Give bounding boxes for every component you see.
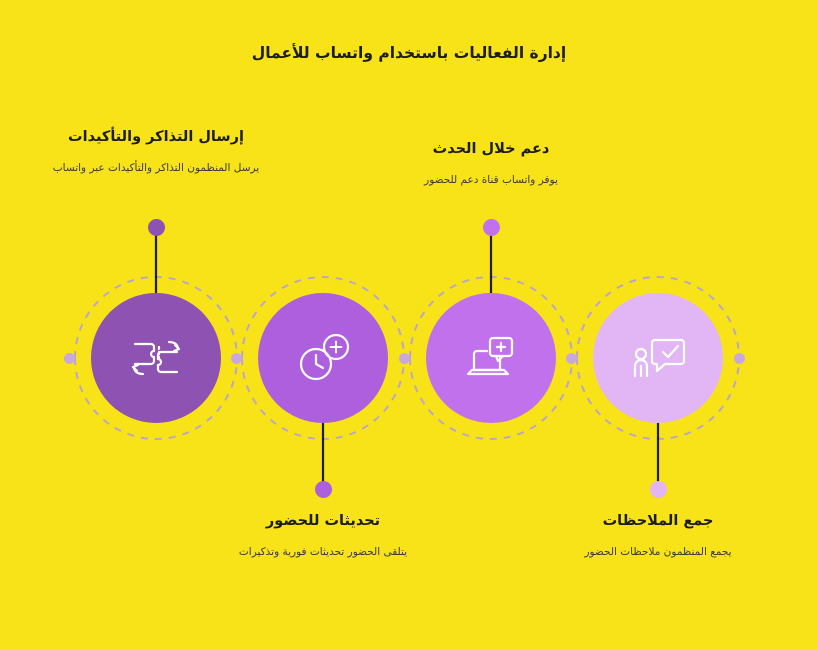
arc-dot: [231, 353, 242, 364]
laptop-support-icon: [460, 330, 522, 386]
page-title: إدارة الفعاليات باستخدام واتساب للأعمال: [251, 44, 567, 62]
clock-plus-icon: [292, 330, 354, 386]
label-desc: يجمع المنظمون ملاحظات الحضور: [584, 545, 732, 558]
label-title: جمع الملاحظات: [602, 513, 714, 529]
arc-dot: [566, 353, 577, 364]
arc-dot: [64, 353, 75, 364]
label-title: تحديثات للحضور: [265, 513, 381, 529]
arc-dot: [399, 353, 410, 364]
label-desc: يوفر واتساب قناة دعم للحضور: [424, 173, 558, 186]
step-node-collect-feedback[interactable]: [593, 293, 723, 423]
label-reminders: [16, 128, 296, 176]
label-title: إرسال التذاكر والتأكيدات: [68, 129, 244, 145]
label-desc: يرسل المنظمون التذاكر والتأكيدات عبر واتساب: [52, 161, 260, 174]
step-node-event-support[interactable]: [426, 293, 556, 423]
label-collect-feedback: [518, 512, 798, 560]
leader-dot-attendee-updates: [315, 481, 332, 498]
label-desc: يتلقى الحضور تحديثات فورية وتذكيرات: [238, 545, 408, 558]
feedback-person-icon: [627, 330, 689, 386]
tickets-icon: [125, 330, 187, 386]
arc-dot: [734, 353, 745, 364]
label-title: دعم خلال الحدث: [432, 141, 550, 157]
label-event-support: [351, 140, 631, 188]
leader-dot-collect-feedback: [650, 481, 667, 498]
step-node-attendee-updates[interactable]: [258, 293, 388, 423]
leader-dot-event-support: [483, 219, 500, 236]
step-node-reminders[interactable]: [91, 293, 221, 423]
leader-dot-reminders: [148, 219, 165, 236]
label-attendee-updates: [183, 512, 463, 560]
